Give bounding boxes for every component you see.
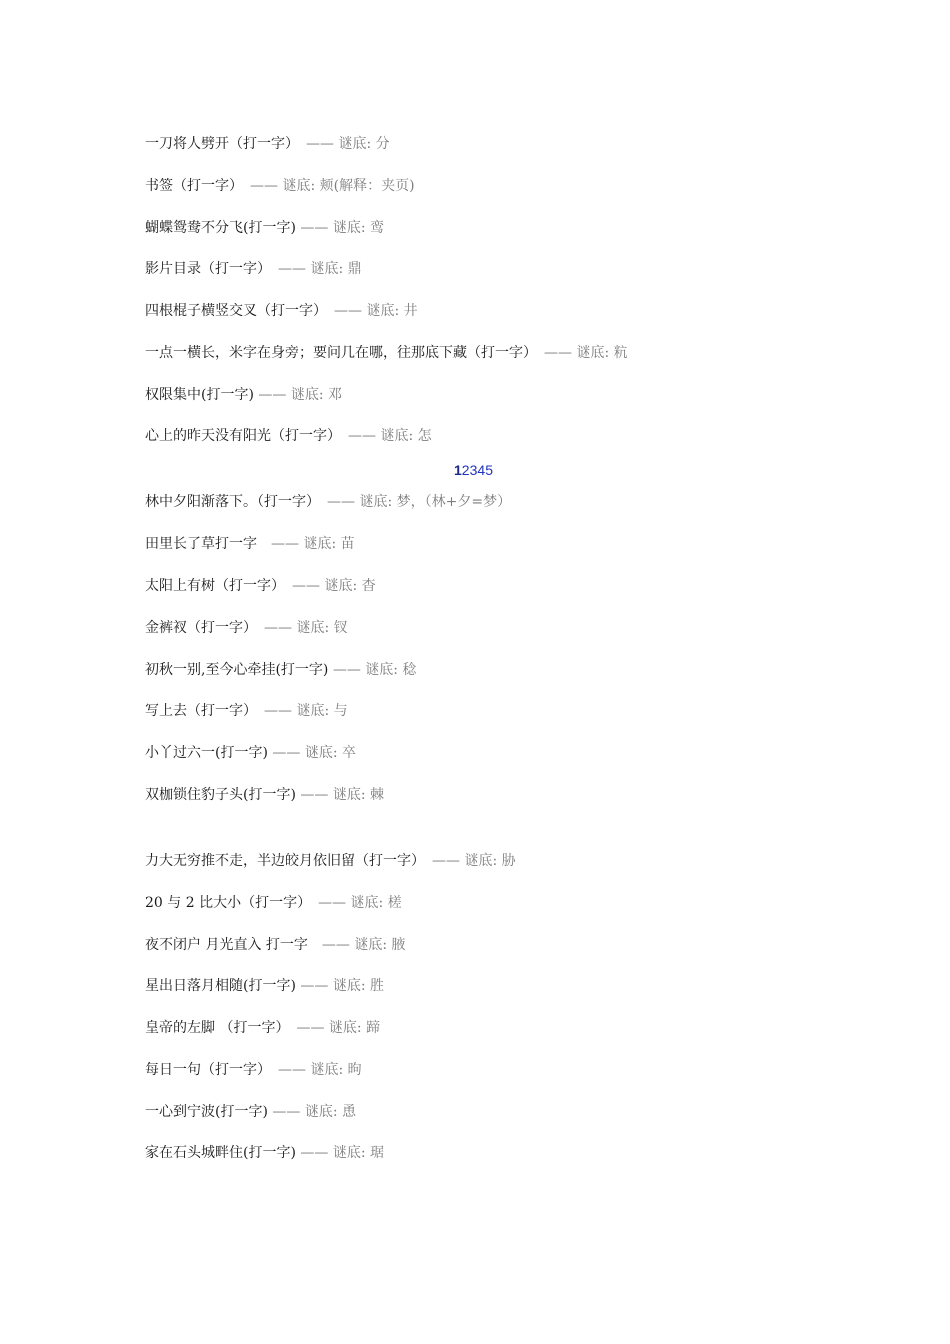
riddle-separator: —— bbox=[295, 1145, 329, 1161]
riddle-answer: 谜底: 恿 bbox=[300, 1104, 357, 1120]
riddle-answer: 谜底: 邓 bbox=[286, 387, 343, 403]
riddle-separator: —— bbox=[304, 895, 347, 911]
pagination-page-3-link[interactable]: 3 bbox=[469, 462, 478, 478]
riddle-separator: —— bbox=[530, 345, 572, 361]
riddle-item bbox=[145, 658, 416, 682]
riddle-question: 一点一横长，米字在身旁；要问几在哪，往那底下藏（打一字） bbox=[145, 345, 530, 361]
riddle-answer: 谜底: 钗 bbox=[292, 620, 348, 636]
riddle-separator: —— bbox=[320, 303, 362, 319]
pagination-current-page: 1 bbox=[454, 462, 462, 478]
riddle-question: 一心到宁波(打一字) bbox=[145, 1104, 268, 1120]
riddle-answer: 谜底: 槎 bbox=[346, 895, 402, 911]
riddle-separator: —— bbox=[250, 703, 292, 719]
riddle-separator: —— bbox=[250, 620, 292, 636]
riddle-question: 影片目录（打一字） bbox=[145, 261, 264, 277]
riddle-answer: 谜底: 分 bbox=[334, 136, 390, 152]
riddle-question: 四根棍子横竖交叉（打一字） bbox=[145, 303, 320, 319]
riddle-answer: 谜底: 蹄 bbox=[324, 1020, 381, 1036]
riddle-answer: 谜底: 怎 bbox=[376, 428, 432, 444]
riddle-item bbox=[145, 849, 516, 873]
riddle-question: 权限集中(打一字) bbox=[145, 387, 254, 403]
riddle-separator: —— bbox=[264, 261, 306, 277]
riddle-question: 星出日落月相随(打一字) bbox=[145, 978, 296, 994]
riddle-answer: 谜底: 梦，（林+夕=梦） bbox=[355, 494, 512, 510]
riddle-item bbox=[145, 616, 348, 640]
riddle-question: 林中夕阳渐落下。（打一字） bbox=[145, 494, 313, 510]
riddle-answer: 谜底: 苗 bbox=[299, 536, 355, 552]
riddle-item bbox=[145, 174, 415, 198]
riddle-question: 夜不闭户 月光直入 打一字 bbox=[145, 937, 308, 953]
riddle-question: 金裤衩（打一字） bbox=[145, 620, 250, 636]
riddle-question: 写上去（打一字） bbox=[145, 703, 250, 719]
riddle-question: 小丫过六一(打一字) bbox=[145, 745, 268, 761]
riddle-item bbox=[145, 341, 628, 365]
pagination-page-4-link[interactable]: 4 bbox=[477, 462, 486, 478]
riddle-item bbox=[145, 933, 406, 957]
riddle-answer: 谜底: 鼎 bbox=[306, 261, 362, 277]
riddle-separator: —— bbox=[295, 978, 329, 994]
riddle-item bbox=[145, 783, 384, 807]
riddle-item bbox=[145, 1100, 356, 1124]
riddle-separator: —— bbox=[292, 136, 334, 152]
riddle-answer: 谜底: 琚 bbox=[328, 1145, 385, 1161]
riddle-question: 书签（打一字） bbox=[145, 178, 236, 194]
riddle-separator: —— bbox=[334, 428, 376, 444]
pagination bbox=[454, 460, 493, 480]
riddle-answer: 谜底: 与 bbox=[292, 703, 348, 719]
riddle-item bbox=[145, 216, 384, 240]
riddle-answer: 谜底: 颊(解释：夹页) bbox=[278, 178, 415, 194]
riddle-item bbox=[145, 132, 390, 156]
riddle-question: 20 与 2 比大小（打一字） bbox=[145, 895, 305, 911]
riddle-separator: —— bbox=[418, 853, 460, 869]
riddle-answer: 谜底: 胜 bbox=[328, 978, 385, 994]
riddle-item bbox=[145, 1058, 362, 1082]
riddle-question: 心上的昨天没有阳光（打一字） bbox=[145, 428, 334, 444]
riddle-answer: 谜底: 粇 bbox=[572, 345, 628, 361]
riddle-question: 家在石头城畔住(打一字) bbox=[145, 1145, 296, 1161]
riddle-item bbox=[145, 1016, 380, 1040]
riddle-question: 一刀将人劈开（打一字） bbox=[145, 136, 292, 152]
riddle-question: 初秋一别,至今心牵挂(打一字) bbox=[145, 662, 329, 678]
riddle-item bbox=[145, 891, 402, 915]
riddle-separator: —— bbox=[264, 1062, 306, 1078]
riddle-separator: —— bbox=[257, 536, 299, 552]
riddle-answer: 谜底: 腋 bbox=[349, 937, 406, 953]
riddle-item bbox=[145, 257, 362, 281]
riddle-separator: —— bbox=[267, 745, 301, 761]
riddle-separator: —— bbox=[267, 1104, 301, 1120]
pagination-page-5-link[interactable]: 5 bbox=[485, 462, 493, 478]
riddle-answer: 谜底: 杳 bbox=[320, 578, 376, 594]
riddle-question: 太阳上有树（打一字） bbox=[145, 578, 278, 594]
riddle-item bbox=[145, 532, 355, 556]
riddle-separator: —— bbox=[307, 937, 350, 953]
riddle-item bbox=[145, 1141, 384, 1165]
riddle-separator: —— bbox=[313, 494, 355, 510]
riddle-question: 双枷锁住豹子头(打一字) bbox=[145, 787, 296, 803]
riddle-separator: —— bbox=[278, 578, 320, 594]
riddle-separator: —— bbox=[282, 1020, 325, 1036]
riddle-question: 皇帝的左脚 （打一字） bbox=[145, 1020, 283, 1036]
riddle-answer: 谜底: 鸾 bbox=[328, 220, 385, 236]
riddle-question: 力大无穷推不走，半边皎月依旧留（打一字） bbox=[145, 853, 418, 869]
riddle-item bbox=[145, 490, 511, 514]
riddle-item bbox=[145, 699, 348, 723]
riddle-answer: 谜底: 稔 bbox=[360, 662, 417, 678]
riddle-separator: —— bbox=[253, 387, 287, 403]
riddle-item bbox=[145, 974, 384, 998]
riddle-separator: —— bbox=[236, 178, 278, 194]
riddle-separator: —— bbox=[328, 662, 361, 678]
riddle-answer: 谜底: 井 bbox=[362, 303, 418, 319]
riddle-question: 蝴蝶鸳鸯不分飞(打一字) bbox=[145, 220, 296, 236]
riddle-item bbox=[145, 383, 342, 407]
pagination-page-2-link[interactable]: 2 bbox=[461, 462, 470, 478]
riddle-answer: 谜底: 昫 bbox=[306, 1062, 362, 1078]
riddle-item bbox=[145, 741, 356, 765]
riddle-separator: —— bbox=[295, 787, 329, 803]
riddle-separator: —— bbox=[295, 220, 329, 236]
riddle-item bbox=[145, 424, 432, 448]
riddle-answer: 谜底: 胁 bbox=[460, 853, 516, 869]
riddle-question: 田里长了草打一字 bbox=[145, 536, 257, 552]
riddle-answer: 谜底: 棘 bbox=[328, 787, 385, 803]
riddle-question: 每日一句（打一字） bbox=[145, 1062, 264, 1078]
riddle-item bbox=[145, 299, 418, 323]
riddle-item bbox=[145, 574, 376, 598]
riddle-answer: 谜底: 卒 bbox=[300, 745, 357, 761]
